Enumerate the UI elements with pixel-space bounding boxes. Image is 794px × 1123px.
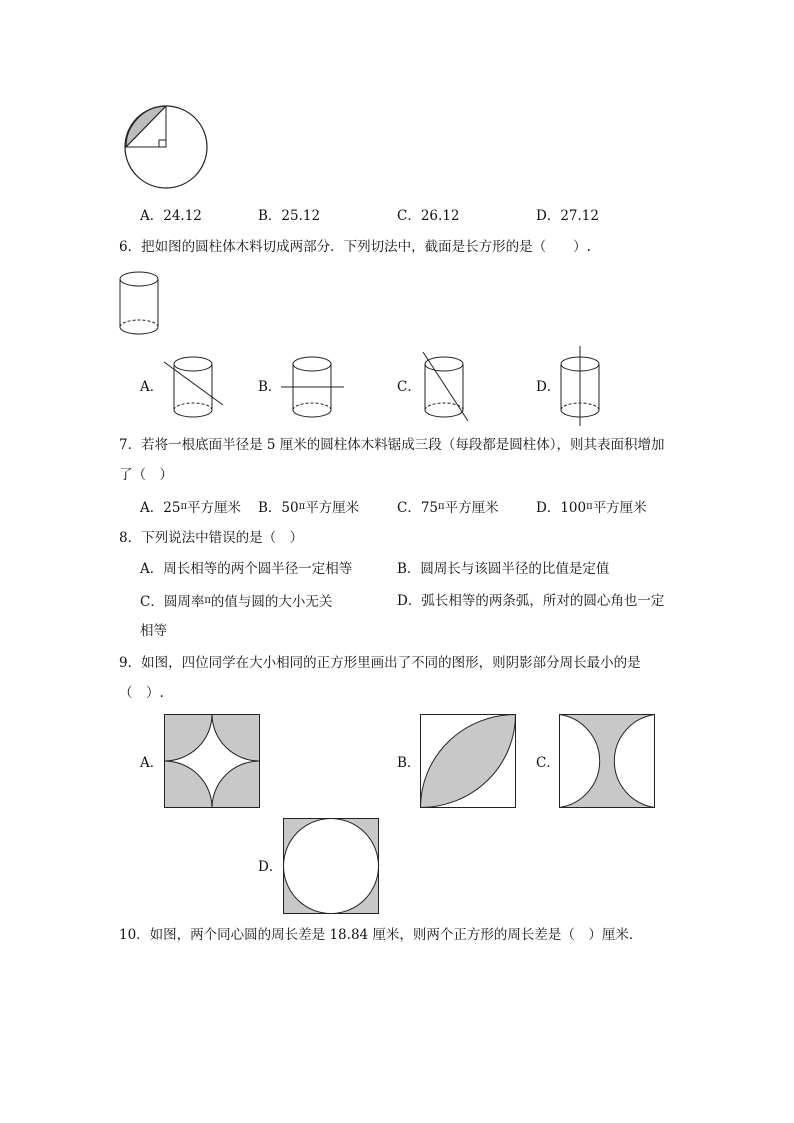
q8-question: 8．下列说法中错误的是（ ） [119,530,304,546]
q8-option-a: A．周长相等的两个圆半径一定相等 [140,561,353,577]
q5-option-a: A．24.12 [140,208,202,224]
q6-label-c: C． [397,379,421,395]
q9-option-c-figure [559,714,655,808]
q8-option-d-line2: 相等 [140,623,167,639]
q6-cylinder-figure [118,268,164,340]
q6-option-c-figure [415,348,475,426]
q7-option-d: D．$100^\pi$平方厘米 [536,500,647,516]
q5-right-angle-mark [159,140,166,147]
q10-question: 10．如图，两个同心圆的周长差是 18.84 厘米，则两个正方形的周长差是（ ）厘米． [119,927,643,943]
q6-label-d: D． [536,379,561,395]
q6-option-d-figure [556,346,606,428]
q8-option-c: C．圆周率$^\pi$的值与圆的大小无关 [140,594,333,610]
q8-option-b: B．圆周长与该圆半径的比值是定值 [397,561,610,577]
q9-option-b-figure [420,714,516,808]
q7-question-line2: 了（ ） [119,467,173,483]
q9-label-b: B． [397,755,421,771]
q8-option-d-line1: D．弧长相等的两条弧，所对的圆心角也一定 [397,593,665,609]
q6-label-a: A． [140,379,164,395]
q5-option-b: B．25.12 [258,208,321,224]
q9-label-d: D． [258,859,283,875]
q6-option-a-figure [160,348,230,426]
q7-option-b: B．$50^\pi$平方厘米 [258,500,360,516]
q6-label-b: B． [258,379,282,395]
q9-label-c: C． [536,755,560,771]
q6-option-b-figure [278,348,348,426]
q7-option-c: C．$75^\pi$平方厘米 [397,500,499,516]
q9-option-d-figure [283,818,379,914]
q5-circle-figure [118,100,218,195]
q9-question-line1: 9．如图，四位同学在大小相同的正方形里画出了不同的图形，则阴影部分周长最小的是 [119,655,641,671]
q5-option-d: D．27.12 [536,208,599,224]
q7-option-a: A．$25^\pi$平方厘米 [140,500,242,516]
q7-question-line1: 7．若将一根底面半径是 5 厘米的圆柱体木料锯成三段（每段都是圆柱体），则其表面积增加 [119,437,665,453]
q9-label-a: A． [140,755,164,771]
q6-question: 6．把如图的圆柱体木料切成两部分．下列切法中，截面是长方形的是（ ）. [119,239,591,255]
q9-question-line2: （ ）. [119,685,164,701]
q5-option-c: C．26.12 [397,208,460,224]
q9-option-a-figure [164,714,260,808]
